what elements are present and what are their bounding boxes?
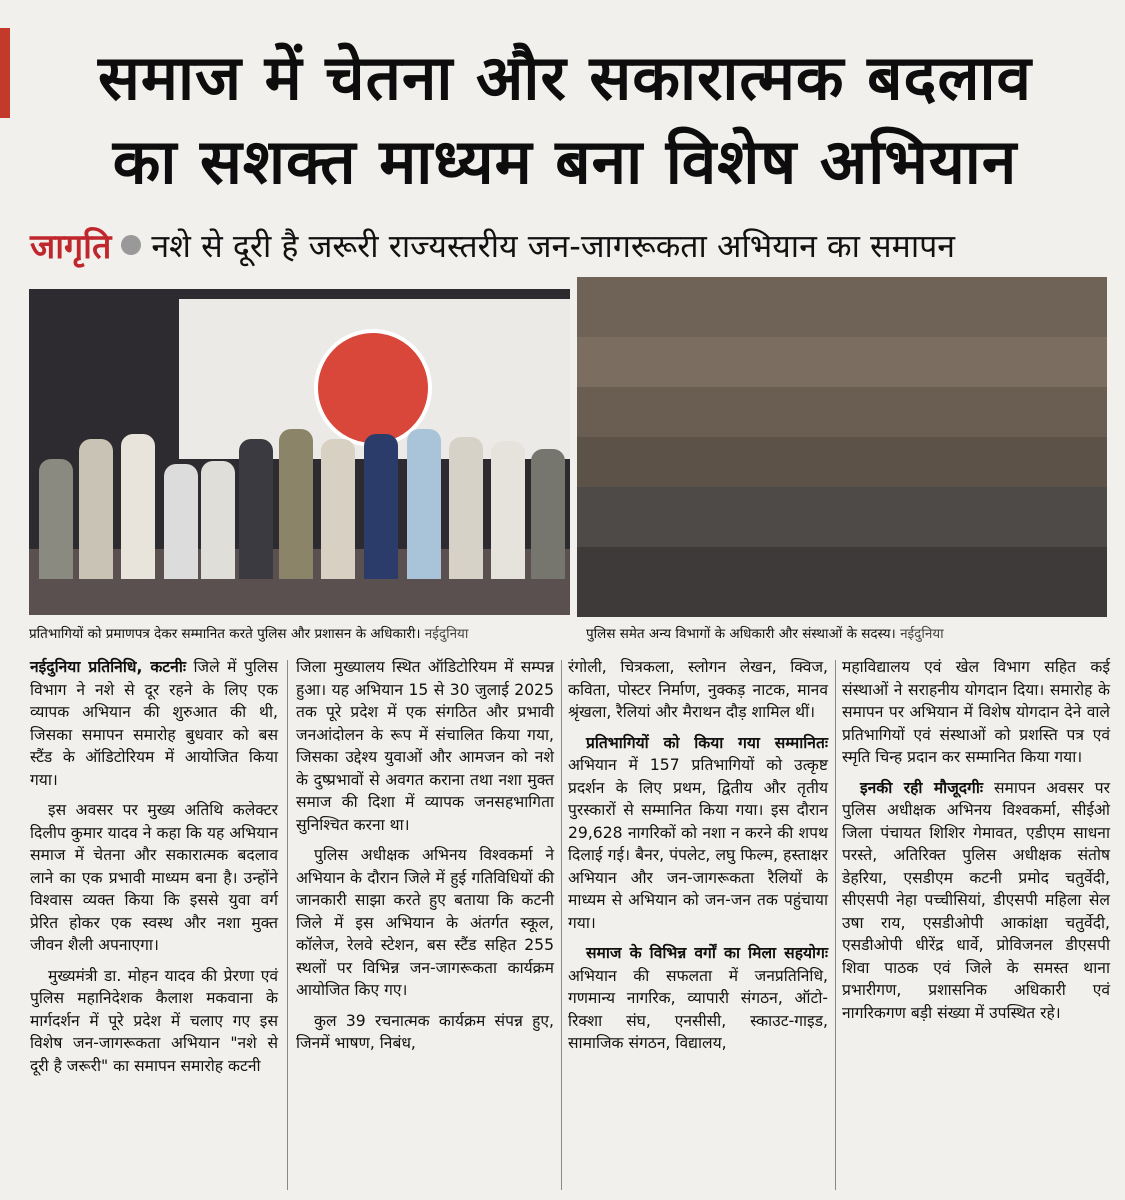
- article-paragraph: जिला मुख्यालय स्थित ऑडिटोरियम में सम्पन्न हुआ। यह अभियान 15 से 30 जुलाई 2025 तक पूरे प्रदेश में एक संगठित और प्रभावी जनआंदोलन के रूप में संचालित किया गया, जिसका उद्देश्य युवाओं और आमजन को नशे के दुष्प्रभावों से अवगत कराना तथा नशा मुक्त समाज की दिशा में व्यापक जनसहभागिता सुनिश्चित करना था।: [296, 658, 554, 834]
- group-of-people: [29, 429, 570, 579]
- kicker-label: जागृति: [30, 227, 112, 267]
- subheadline: [30, 222, 1110, 268]
- person-figure: [321, 439, 355, 579]
- article-column-2: [296, 656, 554, 1063]
- person-figure: [491, 441, 525, 579]
- column-divider: [287, 660, 288, 1190]
- photo-auditorium-audience: [577, 277, 1107, 617]
- caption-text: प्रतिभागियों को प्रमाणपत्र देकर सम्मानित करते पुलिस और प्रशासन के अधिकारी।: [29, 626, 421, 642]
- person-figure: [239, 439, 273, 579]
- article-paragraph: कुल 39 रचनात्मक कार्यक्रम संपन्न हुए, जिनमें भाषण, निबंध,: [296, 1011, 554, 1052]
- article-paragraph: इस अवसर पर मुख्य अतिथि कलेक्टर दिलीप कुमार यादव ने कहा कि यह अभियान समाज में चेतना और सकारात्मक बदलाव लाने का एक प्रभावी माध्यम बना है। उन्होंने विश्वास व्यक्त किया कि इससे युवा वर्ग प्रेरित होकर एक स्वस्थ और नशा मुक्त जीवन शैली अपनाएगा।: [30, 801, 278, 954]
- dateline: नईदुनिया प्रतिनिधि, कटनीः: [30, 658, 187, 676]
- subsection-heading: प्रतिभागियों को किया गया सम्मानितः: [586, 733, 828, 752]
- person-figure: [121, 434, 155, 579]
- page-edge-strip: [0, 28, 10, 118]
- subsection-heading: समाज के विभिन्न वर्गों का मिला सहयोगः: [586, 944, 828, 962]
- photo-caption-left: [29, 624, 468, 642]
- person-figure: [164, 464, 198, 579]
- person-figure: [39, 459, 73, 579]
- person-figure: [79, 439, 113, 579]
- column-divider: [835, 660, 836, 1190]
- person-figure: [531, 449, 565, 579]
- bullet-icon: [121, 235, 141, 255]
- article-paragraph: मुख्यमंत्री डा. मोहन यादव की प्रेरणा एवं पुलिस महानिदेशक कैलाश मकवाना के मार्गदर्शन में पूरे प्रदेश में चलाए गए इस विशेष जन-जागरूकता अभियान "नशे से दूरी है जरूरी" का समापन समारोह कटनी: [30, 966, 278, 1075]
- person-figure: [364, 434, 398, 579]
- article-paragraph: इनकी रही मौजूदगीः समापन अवसर पर पुलिस अधीक्षक अभिनय विश्वकर्मा, सीईओ जिला पंचायत शिशिर गेमावत, एडीएम साधना परस्ते, अतिरिक्त पुलिस अधीक्षक संतोष डेहरिया, एसडीएम कटनी प्रमोद चतुर्वेदी, सीएसपी नेहा पच्चीसियां, डीएसपी महिला सेल उषा राय, एसडीओपी आकांक्षा चतुर्वेदी, एसडीओपी धीरेंद्र धार्वे, प्रोविजनल डीएसपी शिवा पाठक एवं जिले के समस्त थाना प्रभारीगण, प्रशासनिक अधिकारी एवं नागरिकगण बड़ी संख्या में उपस्थित रहे।: [842, 778, 1110, 1022]
- audience-row: [577, 337, 1107, 387]
- caption-source: नईदुनिया: [424, 626, 469, 642]
- article-paragraph: समाज के विभिन्न वर्गों का मिला सहयोगः अभियान की सफलता में जनप्रतिनिधि, गणमान्य नागरिक, व्यापारी संगठन, ऑटो-रिक्शा संघ, एनसीसी, स्काउट-गाइड, सामाजिक संगठन, विद्यालय,: [568, 944, 828, 1052]
- article-paragraph: पुलिस अधीक्षक अभिनय विश्वकर्मा ने अभियान के दौरान जिले में हुई गतिविधियों की जानकारी साझा करते हुए बताया कि कटनी जिले में इस अभियान के अंतर्गत स्कूल, कॉलेज, रेलवे स्टेशन, बस स्टैंड सहित 255 स्थलों पर विभिन्न जन-जागरूकता कार्यक्रम आयोजित किए गए।: [296, 846, 554, 999]
- headline-line-2: का सशक्त माध्यम बना विशेष अभियान: [112, 125, 1018, 198]
- audience-row: [577, 277, 1107, 337]
- caption-text: पुलिस समेत अन्य विभागों के अधिकारी और संस्थाओं के सदस्य।: [586, 626, 896, 642]
- article-column-3: [568, 656, 828, 1063]
- audience-row: [577, 547, 1107, 617]
- article-paragraph: महाविद्यालय एवं खेल विभाग सहित कई संस्थाओं ने सराहनीय योगदान दिया। समारोह के समापन पर अभियान में विशेष योगदान देने वाले प्रतिभागियों एवं संस्थाओं को प्रशस्ति पत्र एवं स्मृति चिन्ह प्रदान कर सम्मानित किया गया।: [842, 658, 1110, 766]
- article-paragraph: प्रतिभागियों को किया गया सम्मानितः अभियान में 157 प्रतिभागियों को उत्कृष्ट प्रदर्शन के लिए प्रथम, द्वितीय और तृतीय पुरस्कारों से सम्मानित किया गया। इस दौरान 29,628 नागरिकों को नशा न करने की शपथ दिलाई गई। बैनर, पंपलेट, लघु फिल्म, हस्ताक्षर अभियान और जन-जागरूकता रैलियों के माध्यम से अभियान को जन-जन तक पहुंचाया गया।: [568, 733, 828, 932]
- subheadline-text: नशे से दूरी है जरूरी राज्यस्तरीय जन-जागरूकता अभियान का समापन: [151, 226, 956, 265]
- audience-row: [577, 487, 1107, 547]
- audience-row: [577, 387, 1107, 437]
- headline-line-1: समाज में चेतना और सकारात्मक बदलाव: [97, 41, 1033, 114]
- photo-caption-right: [586, 624, 944, 642]
- photo-stage-felicitation: [29, 289, 570, 615]
- subsection-heading: इनकी रही मौजूदगीः: [860, 778, 984, 797]
- column-divider: [561, 660, 562, 1190]
- article-paragraph: नईदुनिया प्रतिनिधि, कटनीः जिले में पुलिस विभाग ने नशे से दूर रहने के लिए एक व्यापक अभियान की शुरुआत की थी, जिसका समापन समारोह बुधवार को बस स्टैंड के ऑडिटोरियम में आयोजित किया गया।: [30, 658, 279, 789]
- caption-source: नईदुनिया: [900, 626, 944, 642]
- article-column-4: [842, 656, 1110, 1032]
- article-column-1: [30, 656, 278, 1085]
- audience-row: [577, 437, 1107, 487]
- person-figure: [279, 429, 313, 579]
- article-paragraph: रंगोली, चित्रकला, स्लोगन लेखन, क्विज, कविता, पोस्टर निर्माण, नुक्कड़ नाटक, मानव श्रृंखला, रैलियां और मैराथन दौड़ शामिल थीं।: [568, 658, 828, 721]
- person-figure: [201, 461, 235, 579]
- person-figure: [449, 437, 483, 579]
- person-figure: [407, 429, 441, 579]
